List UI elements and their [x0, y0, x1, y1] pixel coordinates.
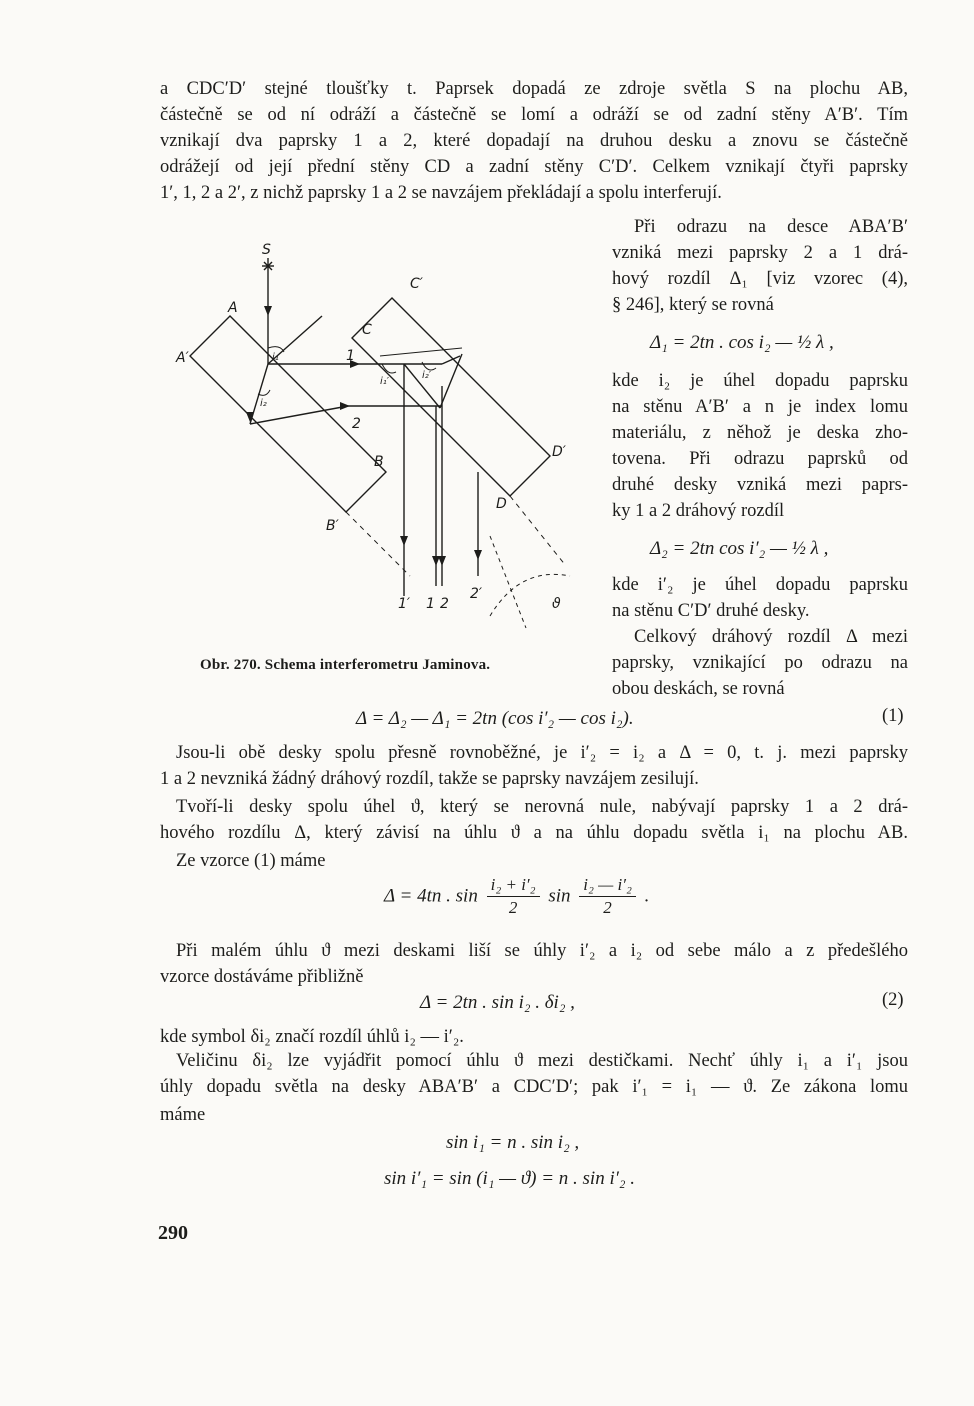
formula-1: Δ = Δ₂ — Δ₁ = 2tn (cos i′₂ — cos i₂). [356, 708, 634, 729]
equation-number-2: (2) [882, 990, 904, 1010]
text-line: odrážejí od její přední stěny CD a zadní stěny C′D′. Celkem vznikají čtyři paprsky [160, 157, 908, 177]
label-C-prime: C′ [410, 276, 423, 292]
label-i1p: i₁′ [380, 376, 390, 387]
label-C: C [362, 322, 372, 338]
text-line: druhé desky vzniká mezi paprs- [612, 475, 908, 495]
formula-4: sin i′₁ = sin (i₁ — ϑ) = n . sin i′₂ . [384, 1168, 635, 1189]
label-out-2: 2 [440, 596, 449, 612]
formula-big-end: . [644, 885, 650, 907]
label-S: S [262, 242, 271, 258]
text-line: vznikají dva paprsky 1 a 2, které dopadají na druhou desku a znovu se částečně [160, 131, 908, 151]
text-line: kde i₂ je úhel dopadu paprsku [612, 371, 908, 391]
text-line: částečně se od ní odráží a částečně se lomí a odráží se od zadní stěny A′B′. Tím [160, 105, 908, 125]
text-line: Při malém úhlu ϑ mezi deskami liší se úhly i′₂ a i₂ od sebe málo a z předešlého [176, 941, 908, 961]
label-B-prime: B′ [326, 518, 339, 534]
formula-2: Δ = 2tn . sin i₂ . δi₂ , [420, 992, 575, 1013]
formula-big-lhs: Δ = 4tn . sin [384, 885, 478, 907]
fraction-1-den: 2 [508, 898, 518, 917]
label-i2: i₂ [260, 398, 267, 409]
label-out-1: 1 [426, 596, 435, 612]
label-A-prime: A′ [176, 350, 189, 366]
text-line: § 246], který se rovná [612, 295, 774, 315]
fraction-1-num: i₂ + i′₂ [487, 874, 540, 897]
label-ray-2: 2 [352, 416, 361, 432]
text-line: kde i′₂ je úhel dopadu paprsku [612, 575, 908, 595]
text-line: Při odrazu na desce ABA′B′ [634, 217, 908, 237]
text-line: Jsou-li obě desky spolu přesně rovnoběžné, je i′₂ = i₂ a Δ = 0, t. j. mezi paprsky [176, 743, 908, 763]
label-i1: i₁ [272, 352, 279, 363]
text-line: a CDC′D′ stejné tloušťky t. Paprsek dopadá ze zdroje světla S na plochu AB, [160, 79, 908, 99]
page-number: 290 [158, 1222, 188, 1244]
label-A: A [228, 300, 238, 316]
label-theta: ϑ [552, 596, 561, 612]
text-line: na stěnu A′B′ a n je index lomu [612, 397, 908, 417]
label-i2p: i₂′ [422, 370, 432, 381]
text-line: paprsky, vznikající po odrazu na [612, 653, 908, 673]
text-line: materiálu, z něhož je deska zho- [612, 423, 908, 443]
fraction-1 [487, 874, 540, 919]
label-out-2p: 2′ [470, 586, 483, 602]
text-line: ky 1 a 2 dráhový rozdíl [612, 501, 785, 521]
text-line: Ze vzorce (1) máme [176, 851, 326, 871]
text-line: Celkový dráhový rozdíl Δ mezi [634, 627, 908, 647]
text-line: kde symbol δi₂ značí rozdíl úhlů i₂ — i′₂. [160, 1027, 464, 1047]
label-out-1p: 1′ [398, 596, 411, 612]
text-line: tovena. Při odrazu paprsků od [612, 449, 908, 469]
text-line: 1 a 2 nevzniká žádný dráhový rozdíl, takže se paprsky navzájem zesilují. [160, 769, 699, 789]
text-line: obou deskách, se rovná [612, 679, 785, 699]
formula-delta-2: Δ₂ = 2tn cos i′₂ — ½ λ , [650, 538, 829, 559]
fraction-2-num: i₂ — i′₂ [579, 874, 636, 897]
text-line: Tvoří-li desky spolu úhel ϑ, který se nerovná nule, nabývají paprsky 1 a 2 drá- [176, 797, 908, 817]
text-line: úhly dopadu světla na desky ABA′B′ a CDC′D′; pak i′₁ = i₁ — ϑ. Ze zákona lomu [160, 1077, 908, 1097]
text-line: hového rozdílu Δ, který závisí na úhlu ϑ a na úhlu dopadu světla i₁ na plochu AB. [160, 823, 908, 843]
label-ray-1: 1 [346, 348, 355, 364]
interferometer-figure [170, 236, 610, 646]
equation-number-1: (1) [882, 706, 904, 726]
fraction-2-den: 2 [603, 898, 612, 917]
label-B: B [374, 454, 384, 470]
text-line: hový rozdíl Δ₁ [viz vzorec (4), [612, 269, 908, 289]
formula-delta-1: Δ₁ = 2tn . cos i₂ — ½ λ , [650, 332, 834, 353]
formula-big [384, 874, 649, 919]
text-line: na stěnu C′D′ druhé desky. [612, 601, 810, 621]
text-line: vzorce dostáváme přibližně [160, 967, 364, 987]
text-line: 1′, 1, 2 a 2′, z nichž paprsky 1 a 2 se navzájem překládají a spolu interferují. [160, 183, 722, 203]
label-D-prime: D′ [552, 444, 566, 460]
formula-big-mid: sin [548, 885, 571, 907]
formula-3: sin i₁ = n . sin i₂ , [446, 1132, 580, 1153]
text-line: vzniká mezi paprsky 2 a 1 drá- [612, 243, 908, 263]
text-line: Veličinu δi₂ lze vyjádřit pomocí úhlu ϑ mezi destičkami. Nechť úhly i₁ a i′₁ jsou [176, 1051, 908, 1071]
figure-caption: Obr. 270. Schema interferometru Jaminova. [200, 657, 491, 673]
label-D: D [496, 496, 507, 512]
text-line: máme [160, 1105, 206, 1125]
fraction-2 [579, 874, 636, 919]
